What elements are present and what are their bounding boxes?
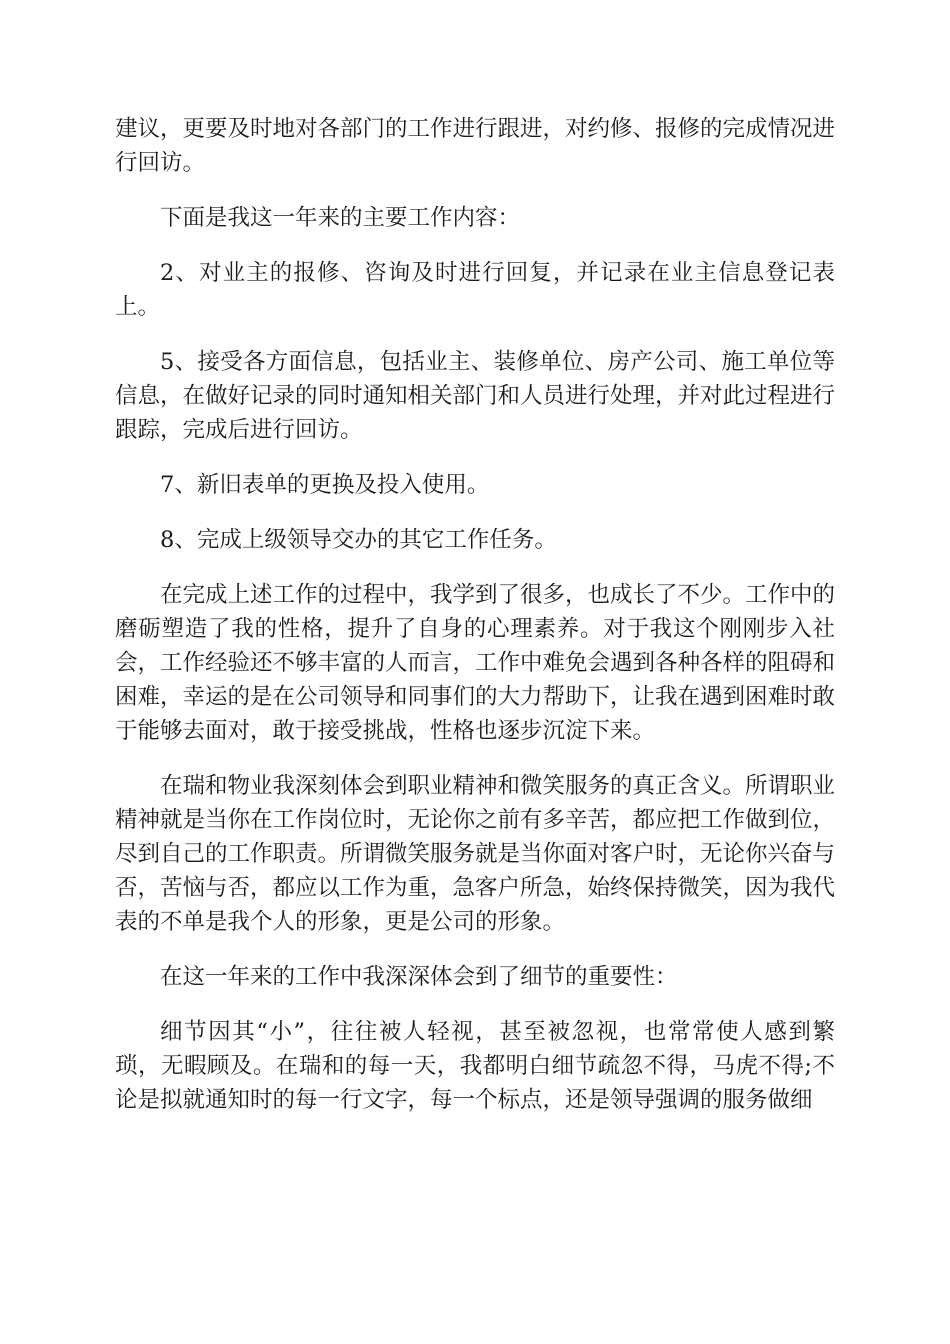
paragraph-continued: 建议，更要及时地对各部门的工作进行跟进，对约修、报修的完成情况进行回访。 [115, 116, 836, 176]
document-body [115, 112, 835, 1138]
paragraph-item-2: 2、对业主的报修、咨询及时进行回复，并记录在业主信息登记表上。 [115, 260, 835, 320]
paragraph-growth: 在完成上述工作的过程中，我学到了很多，也成长了不少。工作中的磨砺塑造了我的性格，提升了自身的心理素养。对于我这个刚刚步入社会，工作经验还不够丰富的人而言，工作中难免会遇到各种各样的阻碍和困难，幸运的是在公司领导和同事们的大力帮助下，让我在遇到困难时敢于能够去面对，敢于接受挑战，性格也逐步沉淀下来。 [115, 582, 836, 744]
paragraph-work-intro: 下面是我这一年来的主要工作内容： [160, 205, 521, 231]
paragraph-details-intro: 在这一年来的工作中我深深体会到了细节的重要性： [160, 964, 678, 990]
paragraph-professionalism: 在瑞和物业我深刻体会到职业精神和微笑服务的真正含义。所谓职业精神就是当你在工作岗位时，无论你之前有多辛苦，都应把工作做到位，尽到自己的工作职责。所谓微笑服务就是当你面对客户时，无论你兴奋与否，苦恼与否，都应以工作为重，急客户所急，始终保持微笑，因为我代表的不单是我个人的形象，更是公司的形象。 [115, 773, 836, 935]
paragraph-details: 细节因其“小”，往往被人轻视，甚至被忽视，也常常使人感到繁琐，无暇顾及。在瑞和的每一天，我都明白细节疏忽不得，马虎不得;不论是拟就通知时的每一行文字，每一个标点，还是领导强调的服务做细 [115, 1019, 835, 1113]
paragraph-item-8: 8、完成上级领导交办的其它工作任务。 [160, 527, 557, 553]
paragraph-item-5: 5、接受各方面信息，包括业主、装修单位、房产公司、施工单位等信息，在做好记录的同时通知相关部门和人员进行处理，并对此过程进行跟踪，完成后进行回访。 [115, 349, 836, 443]
paragraph-item-7: 7、新旧表单的更换及投入使用。 [160, 472, 490, 498]
